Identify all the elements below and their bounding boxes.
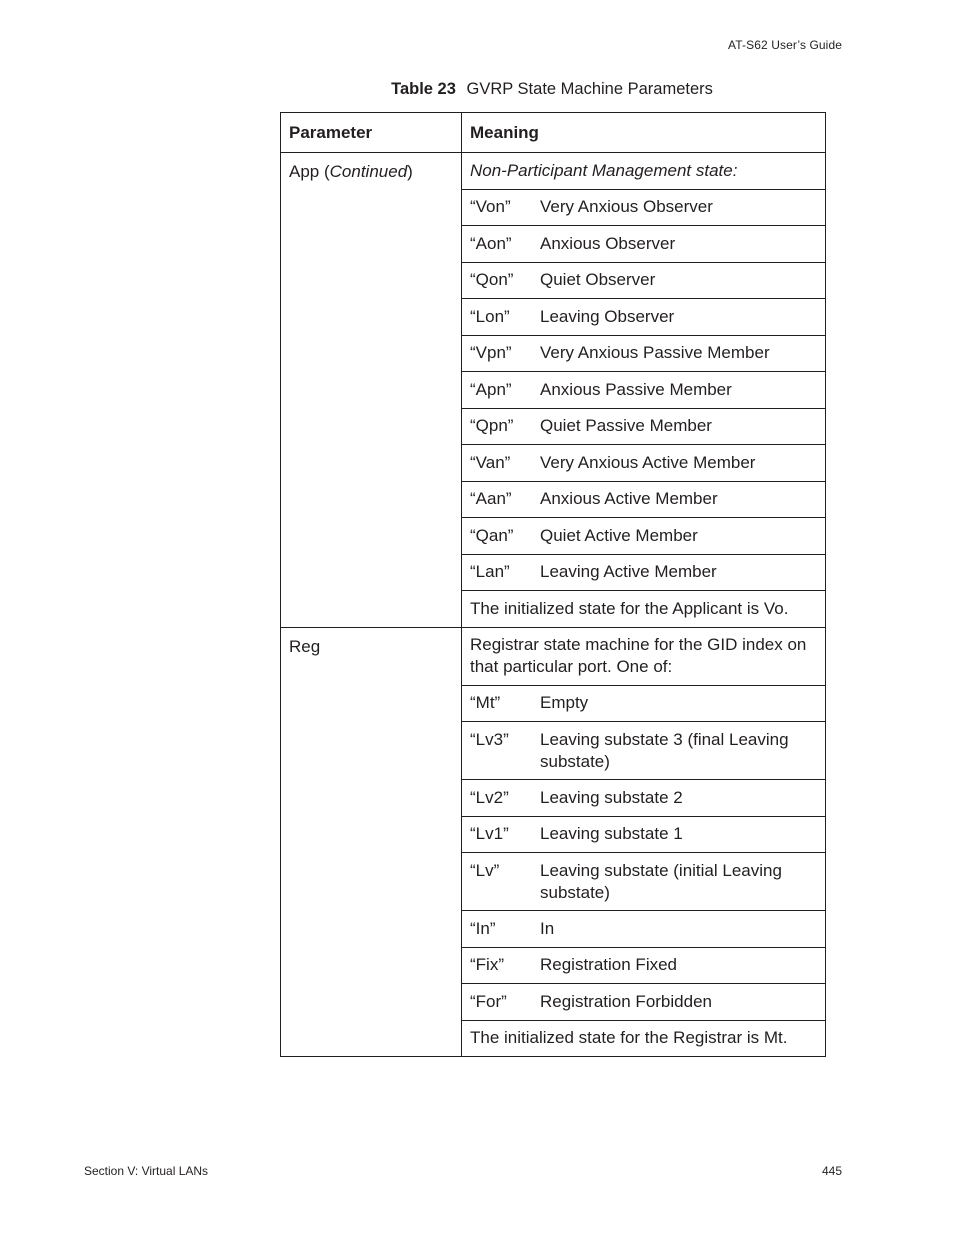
table-number: Table 23 <box>391 80 456 98</box>
state-code: “Von” <box>470 197 511 217</box>
state-description: Registration Fixed <box>540 955 678 975</box>
table-row <box>281 627 826 685</box>
state-description: Registration Forbidden <box>540 991 712 1011</box>
state-code: “Lv2” <box>470 787 509 807</box>
state-code: “Qon” <box>470 270 514 290</box>
parameter-cell-reg <box>281 627 462 1057</box>
state-description: Anxious Observer <box>540 233 676 253</box>
state-description: Leaving substate (initial Leaving substate) <box>540 860 782 902</box>
state-description: Very Anxious Observer <box>540 197 713 217</box>
state-code: “Lv1” <box>470 824 509 844</box>
column-header-parameter: Parameter <box>281 113 462 153</box>
state-description: Very Anxious Passive Member <box>540 343 770 363</box>
state-code: “Apn” <box>470 379 512 399</box>
table-caption <box>280 80 824 99</box>
reg-initial-state: The initialized state for the Registrar is Mt. <box>462 1020 826 1057</box>
reg-intro: Registrar state machine for the GID index on that particular port. One of: <box>462 627 826 685</box>
running-header: AT-S62 User’s Guide <box>728 38 842 52</box>
table-row <box>281 153 826 190</box>
state-code: “Mt” <box>470 693 501 713</box>
gvrp-parameters-table <box>280 112 826 1057</box>
table-title: GVRP State Machine Parameters <box>466 80 713 98</box>
state-description: Leaving substate 2 <box>540 787 683 807</box>
state-code: “Aon” <box>470 233 512 253</box>
column-header-meaning: Meaning <box>462 113 826 153</box>
parameter-name: App ( <box>289 162 330 181</box>
app-initial-state: The initialized state for the Applicant is Vo. <box>462 591 826 628</box>
state-code: “In” <box>470 918 496 938</box>
state-description: Leaving Observer <box>540 306 675 326</box>
table-header-row <box>281 113 826 153</box>
state-code: “Fix” <box>470 955 504 975</box>
app-intro: Non-Participant Management state: <box>462 153 826 190</box>
state-code: “Van” <box>470 452 511 472</box>
state-description: In <box>540 918 555 938</box>
state-code: “Lv” <box>470 860 500 880</box>
parameter-cell-app <box>281 153 462 628</box>
state-code: “Qan” <box>470 525 514 545</box>
state-code: “Qpn” <box>470 416 514 436</box>
state-code: “Lon” <box>470 306 510 326</box>
state-description: Anxious Active Member <box>540 489 718 509</box>
state-description: Leaving substate 1 <box>540 824 683 844</box>
state-description: Quiet Passive Member <box>540 416 712 436</box>
state-description: Very Anxious Active Member <box>540 452 756 472</box>
state-code: “Aan” <box>470 489 512 509</box>
state-code: “Lv3” <box>470 729 509 749</box>
page-number: 445 <box>821 1164 842 1178</box>
parameter-name: Reg <box>289 636 321 656</box>
state-code: “For” <box>470 991 507 1011</box>
state-code: “Vpn” <box>470 343 512 363</box>
state-description: Empty <box>540 693 589 713</box>
state-description: Leaving substate 3 (final Leaving substate) <box>540 729 789 771</box>
state-code: “Lan” <box>470 562 510 582</box>
state-description: Leaving Active Member <box>540 562 717 582</box>
parameter-close: ) <box>407 162 413 181</box>
state-description: Anxious Passive Member <box>540 379 732 399</box>
state-description: Quiet Observer <box>540 270 656 290</box>
parameter-continued: Continued <box>329 162 408 181</box>
footer-section: Section V: Virtual LANs <box>84 1164 209 1178</box>
state-description: Quiet Active Member <box>540 525 698 545</box>
